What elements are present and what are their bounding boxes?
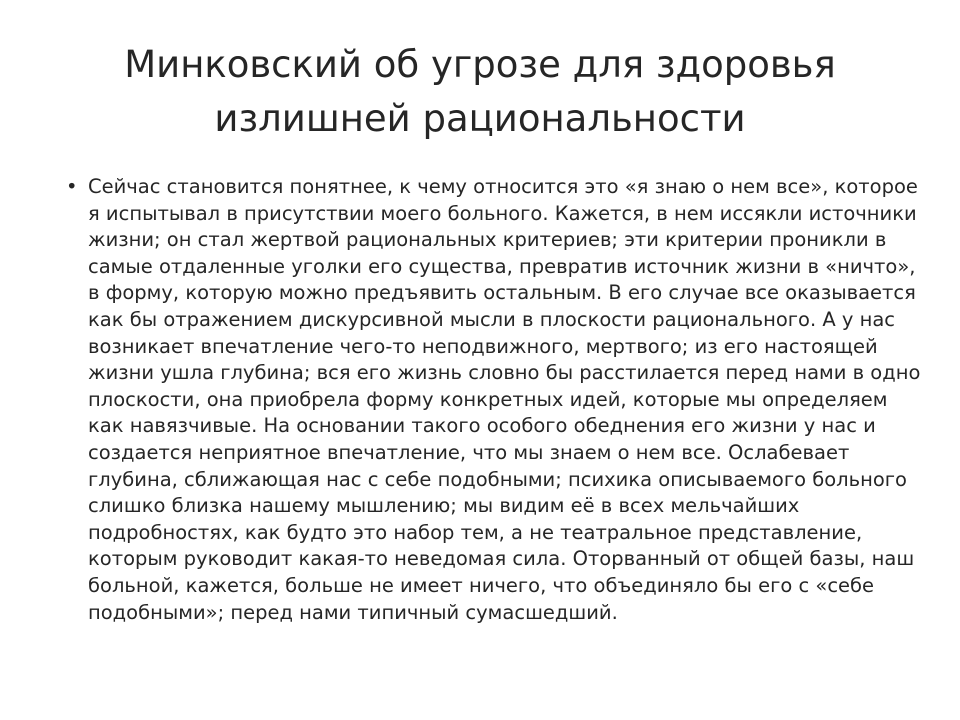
paragraph-line: Сейчас становится понятнее, к чему относится это «я знаю о нем все», которое — [88, 175, 918, 198]
slide-content — [66, 174, 921, 626]
paragraph-line: в форму, которую можно предъявить остальным. В его случае все оказывается — [88, 281, 916, 305]
paragraph-line: возникает впечатление чего-то неподвижного, мертвого; из его настоящей — [88, 334, 878, 358]
slide-title-line: излишней рациональности — [214, 97, 746, 140]
paragraph-line: слишко близка нашему мышлению; мы видим её в всех мельчайших — [88, 494, 800, 518]
paragraph-line: как навязчивые. На основании такого особого обеднения его жизни у нас и — [88, 414, 876, 438]
paragraph-line: жизни ушла глубина; вся его жизнь словно бы расстилается перед нами в одно — [88, 361, 921, 385]
paragraph-line: подробностях, как будто это набор тем, а не театральное представление, — [88, 520, 863, 544]
paragraph-line: жизни; он стал жертвой рациональных критериев; эти критерии проникли в — [88, 228, 887, 252]
slide-title-line: Минковский об угрозе для здоровья — [124, 43, 836, 86]
bullet-icon: • — [66, 175, 78, 198]
paragraph-line: которым руководит какая-то неведомая сила. Оторванный от общей базы, наш — [88, 547, 915, 571]
paragraph-line: я испытывал в присутствии моего больного. Кажется, в нем иссякли источники — [88, 201, 917, 225]
bullet-item — [66, 174, 921, 626]
paragraph-line: глубина, сближающая нас с себе подобными; психика описываемого больного — [88, 467, 907, 491]
paragraph-line: плоскости, она приобрела форму конкретных идей, которые мы определяем — [88, 387, 888, 411]
paragraph-line: создается неприятное впечатление, что мы знаем о нем все. Ослабевает — [88, 440, 850, 464]
paragraph-line: самые отдаленные уголки его существа, превратив источник жизни в «ничто», — [88, 254, 916, 278]
bullet-paragraph — [88, 174, 921, 626]
paragraph-line: подобными»; перед нами типичный сумасшедший. — [88, 600, 618, 624]
slide-title — [66, 38, 894, 146]
paragraph-line: как бы отражением дискурсивной мысли в плоскости рационального. А у нас — [88, 307, 896, 331]
paragraph-line: больной, кажется, больше не имеет ничего, что объединяло бы его с «себе — [88, 573, 875, 597]
